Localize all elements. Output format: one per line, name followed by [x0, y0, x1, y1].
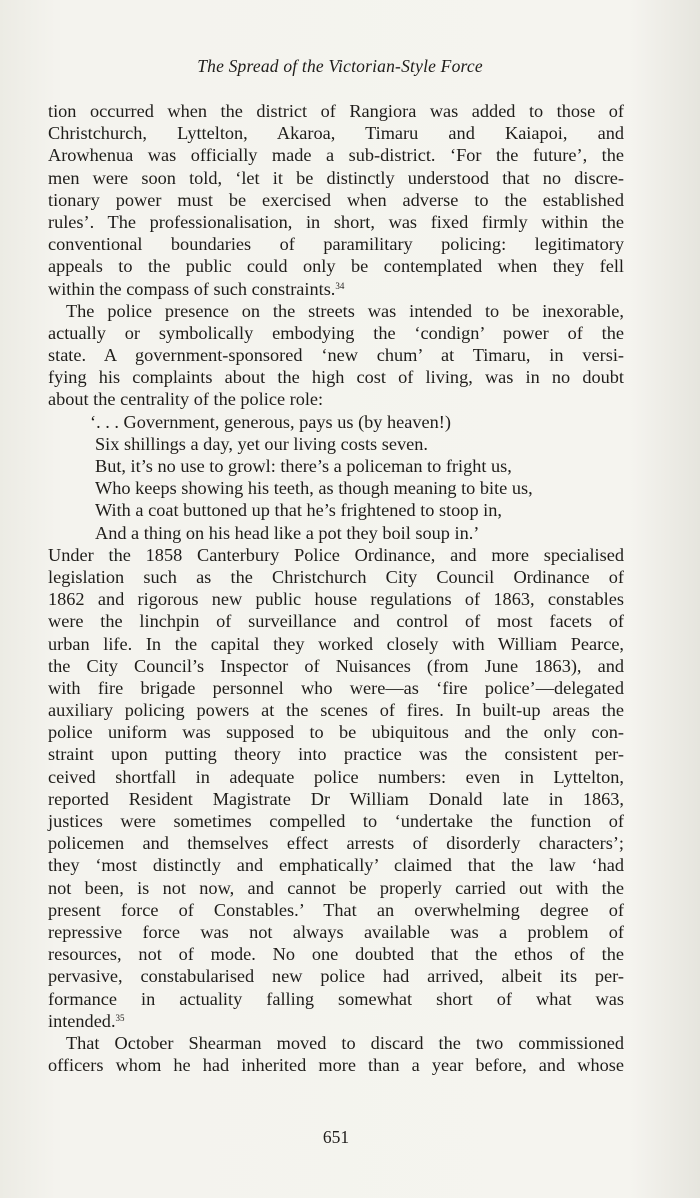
text-line [48, 921, 624, 943]
line-text: Six shillings a day, yet our living costs seven. [95, 433, 428, 454]
line-text: about the centrality of the police role: [48, 389, 324, 410]
text-line [48, 566, 624, 588]
verse-line [48, 411, 624, 433]
text-line [48, 233, 624, 255]
line-text: repressive force was not always available was a problem of [48, 921, 624, 942]
line-text: fying his complaints about the high cost of living, was in no doubt [48, 367, 624, 388]
line-text: state. A government-sponsored ‘new chum’ at Timaru, in versi- [48, 345, 624, 366]
line-text: were the linchpin of surveillance and control of most facets of [48, 611, 624, 632]
line-text: legislation such as the Christchurch City Council Ordinance of [48, 566, 624, 587]
text-line [48, 788, 624, 810]
text-line [48, 943, 624, 965]
text-line [48, 322, 624, 344]
text-line [48, 255, 624, 277]
text-line [48, 766, 624, 788]
verse-line [48, 499, 624, 521]
text-line [48, 655, 624, 677]
line-text: within the compass of such constraints. [48, 278, 336, 299]
text-line [48, 366, 624, 388]
line-text: intended. [48, 1010, 116, 1031]
text-line [48, 344, 624, 366]
text-line [48, 721, 624, 743]
text-line [48, 544, 624, 566]
line-text: officers whom he had inherited more than a year before, and whose [48, 1055, 624, 1076]
text-line [48, 699, 624, 721]
text-line [48, 854, 624, 876]
text-line [48, 832, 624, 854]
text-line [48, 211, 624, 233]
text-line [48, 122, 624, 144]
line-text: reported Resident Magistrate Dr William Donald late in 1863, [48, 788, 624, 809]
line-text: rules’. The professionalisation, in short, was fixed firmly within the [48, 211, 624, 232]
text-line [48, 1032, 624, 1054]
footnote-ref: 35 [115, 1012, 125, 1023]
text-line [48, 100, 624, 122]
line-text: pervasive, constabularised new police had arrived, albeit its per- [48, 966, 624, 987]
line-text: with fire brigade personnel who were—as ‘fire police’—delegated [48, 677, 624, 698]
line-text: policemen and themselves effect arrests of disorderly characters’; [48, 833, 624, 854]
text-line [48, 388, 624, 410]
line-text: present force of Constables.’ That an overwhelming degree of [48, 899, 624, 920]
line-text: tionary power must be exercised when adverse to the established [48, 189, 624, 210]
line-text: formance in actuality falling somewhat short of what was [48, 988, 624, 1009]
line-text: auxiliary policing powers at the scenes of fires. In built-up areas the [48, 700, 624, 721]
footnote-ref: 34 [335, 280, 345, 291]
text-line [48, 743, 624, 765]
body-text [48, 100, 624, 1076]
text-line [48, 677, 624, 699]
line-text: But, it’s no use to growl: there’s a policeman to fright us, [95, 456, 512, 476]
text-line [48, 1010, 624, 1032]
text-line [48, 1054, 624, 1076]
text-line [48, 610, 624, 632]
line-text: urban life. In the capital they worked closely with William Pearce, [48, 633, 624, 654]
line-text: appeals to the public could only be contemplated when they fell [48, 256, 624, 277]
text-line [48, 144, 624, 166]
line-text: With a coat buttoned up that he’s frightened to stoop in, [95, 500, 502, 521]
text-line [48, 633, 624, 655]
running-head: The Spread of the Victorian-Style Force [197, 56, 483, 76]
line-text: Under the 1858 Canterbury Police Ordinance, and more specialised [48, 544, 624, 565]
line-text: not been, is not now, and cannot be properly carried out with the [48, 877, 624, 898]
line-text: Christchurch, Lyttelton, Akaroa, Timaru and Kaiapoi, and [48, 123, 624, 144]
line-text: conventional boundaries of paramilitary policing: legitimatory [48, 234, 624, 255]
line-text: actually or symbolically embodying the ‘condign’ power of the [48, 322, 624, 343]
line-text: men were soon told, ‘let it be distinctly understood that no discre- [48, 167, 624, 188]
text-line [48, 877, 624, 899]
verse-line [48, 522, 624, 544]
line-text: justices were sometimes compelled to ‘undertake the function of [48, 811, 624, 831]
line-text: The police presence on the streets was intended to be inexorable, [66, 300, 624, 321]
verse-line [48, 433, 624, 455]
line-text: Who keeps showing his teeth, as though meaning to bite us, [95, 478, 533, 499]
line-text: Arowhenua was officially made a sub-district. ‘For the future’, the [48, 145, 624, 166]
line-text: And a thing on his head like a pot they boil soup in.’ [95, 522, 480, 543]
verse-line [48, 477, 624, 499]
line-text: they ‘most distinctly and emphatically’ claimed that the law ‘had [48, 855, 624, 876]
line-text: the City Council’s Inspector of Nuisances (from June 1863), and [48, 655, 624, 676]
verse-line [48, 455, 624, 477]
text-line [48, 588, 624, 610]
page-number: 651 [322, 1127, 350, 1147]
text-line [48, 278, 624, 300]
text-line [48, 810, 624, 832]
line-text: tion occurred when the district of Rangiora was added to those of [48, 101, 624, 121]
line-text: ‘. . . Government, generous, pays us (by heaven!) [90, 411, 451, 432]
text-line [48, 300, 624, 322]
line-text: 1862 and rigorous new public house regulations of 1863, constables [48, 589, 624, 610]
text-line [48, 965, 624, 987]
text-line [48, 899, 624, 921]
line-text: That October Shearman moved to discard the two commissioned [66, 1032, 624, 1053]
line-text: police uniform was supposed to be ubiquitous and the only con- [48, 722, 624, 743]
line-text: resources, not of mode. No one doubted that the ethos of the [48, 944, 624, 965]
text-line [48, 988, 624, 1010]
line-text: ceived shortfall in adequate police numbers: even in Lyttelton, [48, 766, 624, 787]
text-line [48, 189, 624, 211]
line-text: straint upon putting theory into practice was the consistent per- [48, 744, 624, 765]
text-line [48, 167, 624, 189]
